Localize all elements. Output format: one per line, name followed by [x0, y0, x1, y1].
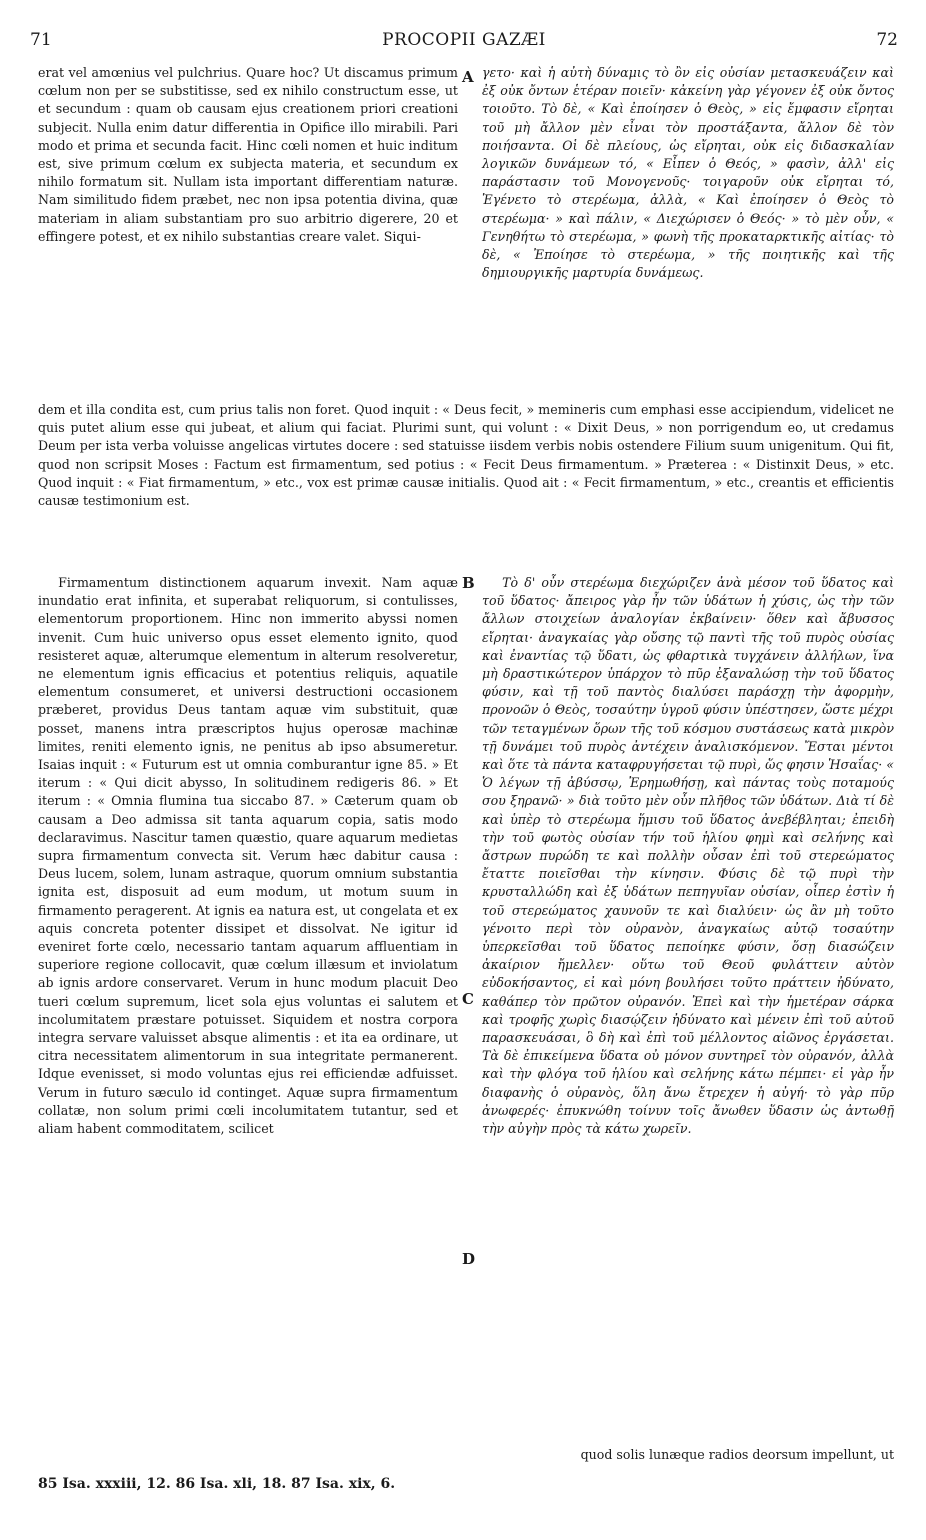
latin-paragraph: dem et illa condita est, cum prius talis non foret. Quod inquit : « Deus fecit, » memineris cum emphasi esse accipiendum, videlicet ne quis putet alium esse qui jubeat, et alium qui faciat. Plurimi sunt, qui volunt : « Dixit Deus, » non porrigendum eo, ut credamus Deum per ista verba voluisse angelicas virtutes docere : sed statuisse iisdem verbis nobis ostendere Filium suum unigenitum. Qui fit, quod non scripsit Moses : Factum est firmamentum, sed potius : « Fecit Deus firmamentum. » Præterea : « Distinxit Deus, » etc. Quod inquit : « Fiat firmamentum, » etc., vox est primæ causæ initialis. Quod ait : « Fecit firmamentum, » etc., creantis et efficientis causæ testimonium est. [38, 402, 894, 509]
running-title: PROCOPII GAZÆI [382, 30, 546, 50]
greek-column-top [482, 64, 894, 282]
greek-paragraph: Τὸ δ' οὖν στερέωμα διεχώριζεν ἀνὰ μέσον τοῦ ὕδατος καὶ τοῦ ὕδατος· ἄπειρος γὰρ ἦν τῶν ὑδάτων ἡ χύσις, ὡς τὴν τῶν ἄλλων στοιχείων ἀναλογίαν ἐκβαίνειν· ὅθεν καὶ ἄβυσσος εἴρηται· ἀναγκαίας γὰρ οὔσης τῷ παντὶ τῆς τοῦ πυρὸς οὐσίας καὶ ἐναντίας τῷ ὕδατι, ὡς φθαρτικὰ τυγχάνειν ἀλλήλων, ἵνα μὴ δραστικώτερον ὑπάρχον τὸ πῦρ ἐξαναλώσῃ τὴν τοῦ ὕδατος φύσιν, καὶ τῇ τοῦ παντὸς διαλύσει παράσχῃ τὴν ἀφορμὴν, προνοῶν ὁ Θεὸς, τοσαύτην ὑγροῦ φύσιν ὑπέστησεν, ὥστε μέχρι τῶν τεταγμένων ὅρων τῆς τοῦ κόσμου συστάσεως κατὰ μικρὸν τῇ δυνάμει τοῦ πυρὸς ἀντέχειν ἀναλισκόμενον. Ἔσται μέντοι καὶ ὅτε τὰ πάντα καταφρυγήσεται τῷ πυρὶ, ὥς φησιν Ἡσαΐας· « Ὁ λέγων τῇ ἀβύσσῳ, Ἐρημωθήσῃ, καὶ πάντας τοὺς ποταμούς σου ξηρανῶ· » διὰ τοῦτο μὲν οὖν πλῆθος τῶν ὑδάτων. Διὰ τί δὲ καὶ ὑπὲρ τὸ στερέωμα ἥμισυ τοῦ ὕδατος ἀνεβέβληται; ἐπειδὴ τὴν τοῦ φωτὸς οὐσίαν τήν τοῦ ἡλίου φημὶ καὶ σελήνης καὶ ἄστρων πυρώδη τε καὶ πολλὴν οὖσαν ἐπὶ τοῦ στερεώματος ἔταττε ποιεῖσθαι τὴν κίνησιν. Φύσις δὲ τῷ πυρὶ τὴν κρυσταλλώδη καὶ ἐξ ὑδάτων πεπηγυῖαν οὐσίαν, οἷπερ ἐστὶν ἡ τοῦ στερεώματος χαυνοῦν τε καὶ διαλύειν· ὡς ἂν μὴ τοῦτο γένοιτο περὶ τὸν οὐρανὸν, ἀναγκαίως αὐτῷ τοσαύτην ὑπερκεῖσθαι τοῦ ὕδατος πεποίηκε φύσιν, ὅσῃ διασώζειν ἀκαίριον ἤμελλεν· οὕτω τοῦ Θεοῦ φυλάττειν αὐτὸν εὐδοκήσαντος, εἰ καὶ μόνη βουλήσει τοῦτο πράττειν ἠδύνατο, καθάπερ τὸν πρῶτον οὐρανόν. Ἐπεὶ καὶ τὴν ἡμετέραν σάρκα καὶ τροφῆς χωρὶς διασῴζειν ἠδύνατο καὶ μένειν ἐπὶ τοῦ αὐτοῦ παρασκευάσαι, ὃ δὴ καὶ ἐπὶ τοῦ μέλλοντος αἰῶνος ἐργάσεται. Τὰ δὲ ἐπικείμενα ὕδατα οὐ μόνον συντηρεῖ τὸν οὐρανόν, ἀλλὰ καὶ τὴν φλόγα τοῦ ἡλίου καὶ σελήνης κάτω πέμπει· εἰ γὰρ ἦν διαφανὴς ὁ οὐρανὸς, ὅλη ἄνω ἔτρεχεν ἡ αὐγή· τὸ γὰρ πῦρ ἀνωφερές· ἐπυκνώθη τοίνυν τοῖς ἄνωθεν ὕδασιν ὡς ἀντωθῇ τὴν αὐγὴν πρὸς τὰ κάτω χωρεῖν. [482, 575, 894, 1137]
latin-column-top [38, 64, 458, 246]
margin-mark-c: C [462, 990, 474, 1008]
right-page-number: 72 [876, 30, 898, 50]
greek-paragraph: γετο· καὶ ἡ αὐτὴ δύναμις τὸ ὂν εἰς οὐσίαν μετασκευάζειν καὶ ἐξ οὐκ ὄντων ἑτέραν ποιεῖν· κἀκείνη γὰρ γέγονεν ἐξ οὐκ ὄντος τοιοῦτο. Τὸ δὲ, « Καὶ ἐποίησεν ὁ Θεὸς, » εἰς ἔμφασιν εἴρηται τοῦ μὴ ἄλλον μὲν εἶναι τὸν προστάξαντα, ἄλλον δὲ τὸν ποιήσαντα. Οἱ δὲ πλείους, ὡς εἴρηται, οὐκ εἰς διδασκαλίαν λογικῶν δυνάμεων τό, « Εἶπεν ὁ Θεός, » φασὶν, ἀλλ' εἰς παράστασιν τοῦ Μονογενοῦς· τοιγαροῦν οὐκ εἴρηται τό, Ἐγένετο τὸ στερέωμα, ἀλλὰ, « Καὶ ἐποίησεν ὁ Θεὸς τὸ στερέωμα· » καὶ πάλιν, « Διεχώρισεν ὁ Θεός· » τὸ μὲν οὖν, « Γενηθήτω τὸ στερέωμα, » φωνὴ τῆς προκαταρκτικῆς αἰτίας· τὸ δὲ, « Ἐποίησε τὸ στερέωμα, » τῆς ποιητικῆς καὶ τῆς δημιουργικῆς μαρτυρία δυνάμεως. [482, 65, 894, 281]
latin-paragraph: quod solis lunæque radios deorsum impellunt, ut [580, 1447, 894, 1462]
latin-column-main [38, 574, 458, 1138]
left-page-number: 71 [30, 30, 52, 50]
running-header [30, 30, 898, 58]
margin-mark-b: B [462, 574, 475, 592]
latin-paragraph: erat vel amœnius vel pulchrius. Quare hoc? Ut discamus primum cœlum non per se substitisse, sed ex nihilo constructum esse, ut et secundum : quam ob causam ejus creationem priori creationi subjecit. Nulla enim datur differentia in Opifice illo mirabili. Pari modo et prima et secunda facit. Hinc cœli nomen et huic inditum est, sive primum cœlum ex subjecta materia, et secundum ex nihilo formatum sit. Nullam ista important differentiam naturæ. Nam similitudo fidem præbet, nec non ipsa potentia divina, quæ materiam in aliam substantiam pro suo arbitrio digerere, 20 et effingere potest, et ex nihilo substantias creare valet. Siqui- [38, 65, 458, 244]
margin-mark-a: A [462, 68, 474, 86]
latin-paragraph: Firmamentum distinctionem aquarum invexit. Nam aquæ inundatio erat infinita, et superabat reliquorum, si contulisses, elementorum proportionem. Hinc non immerito abyssi nomen invenit. Cum huic universo opus esset elemento ignito, quod resisteret aquæ, alterumque elementum in alterum resolveretur, ne elementum ignis efficacius et potentius reliquis, aquatile elementum consumeret, et universi destructioni occasionem præberet, providus Deus tantam aquæ vim substituit, quæ posset, manens intra præscriptos hujus operosæ machinæ limites, reniti elemento ignis, ne penitus ab ipso absumeretur. Isaias inquit : « Futurum est ut omnia comburantur igne 85. » Et iterum : « Qui dicit abysso, In solitudinem redigeris 86. » Et iterum : « Omnia flumina tua siccabo 87. » Cæterum quam ob causam a Deo admissa sit tanta aquarum copia, satis modo declaravimus. Nascitur tamen quæstio, quare aquarum medietas supra firmamentum convecta sit. Verum hæc dabitur causa : Deus lucem, solem, lunam astraque, quorum omnium substantia ignita est, disposuit ad eum modum, ut motum suum in firmamento peragerent. At ignis ea natura est, ut congelata et ex aquis concreta potenter dissipet et dissolvat. Ne igitur id eveniret forte cœlo, necessario tantam aquarum affluentiam in superiore regione collocavit, quæ cœlum illæsum et inviolatum ab ignis ardore conservaret. Verum in hunc modum placuit Deo tueri cœlum supremum, licet sola ejus voluntas ei salutem et incolumitatem præstare potuisset. Siquidem et nostra corpora integra servare valuisset absque alimentis : et ita ea ordinare, ut citra necessitatem alimentorum in sua integritate permanerent. Idque evenisset, si modo voluntas ejus rei efficiendæ adfuisset. Verum in futuro sæculo id continget. Aquæ supra firmamentum collatæ, non solum primi cœli incolumitatem tutantur, sed et aliam habent commoditatem, scilicet [38, 575, 458, 1137]
latin-continuation [38, 1446, 894, 1464]
footnotes: 85 Isa. xxxiii, 12. 86 Isa. xli, 18. 87 Isa. xix, 6. [38, 1476, 396, 1492]
latin-full-width-text [38, 401, 894, 510]
page [30, 30, 898, 1520]
margin-mark-d: D [462, 1250, 476, 1268]
greek-column-main [482, 574, 894, 1138]
